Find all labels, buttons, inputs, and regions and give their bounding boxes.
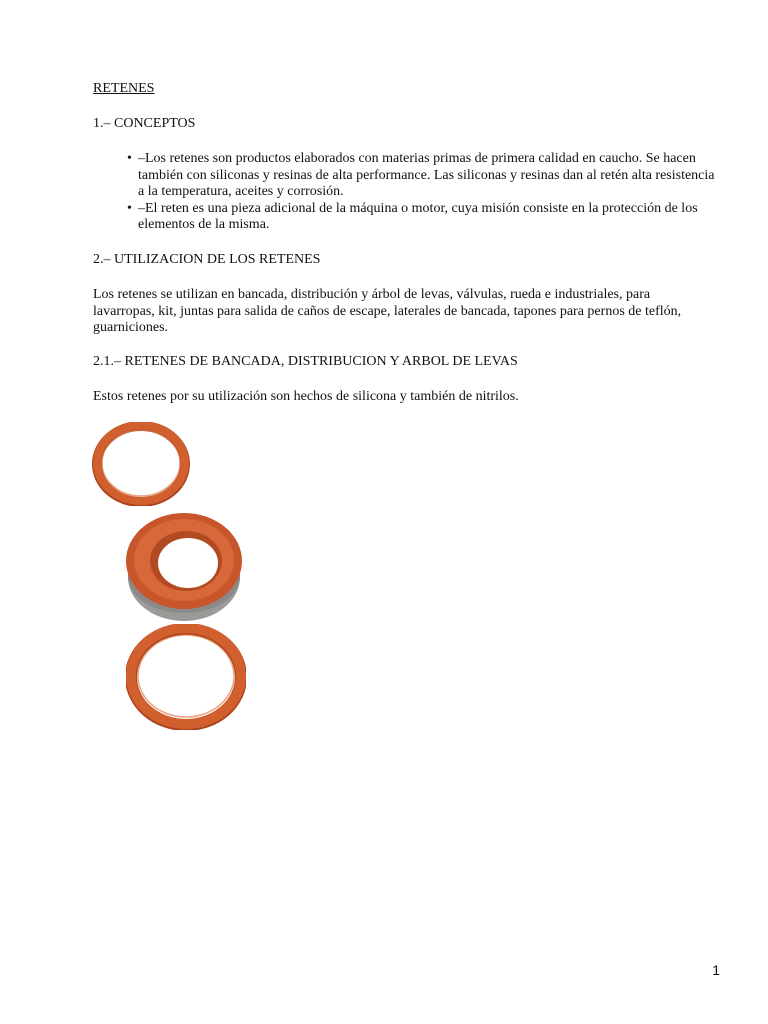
section-2-1-paragraph: Estos retenes por su utilización son hechos de silicona y también de nitrilos. <box>93 389 519 404</box>
section-2-paragraph: Los retenes se utilizan en bancada, distribución y árbol de levas, válvulas, rueda e industriales, para lavarropas, kit, juntas para salida de caños de escape, laterales de bancada, tapones para pernos de teflón, guarniciones. <box>93 287 682 335</box>
section-1-heading: 1.– CONCEPTOS <box>93 116 196 131</box>
section-2-1-heading: 2.1.– RETENES DE BANCADA, DISTRIBUCION Y ARBOL DE LEVAS <box>93 354 518 369</box>
document-title: RETENES <box>93 81 155 96</box>
oil-seal-image-1 <box>92 422 190 506</box>
oil-seal-image-2 <box>118 505 246 625</box>
concepts-bullet-1: • –Los retenes son productos elaborados con materias primas de primera calidad en caucho. Se hacen también con siliconas y resinas de alta performance. Las siliconas y resinas dan al retén alta resistencia a la temperatura, aceites y corrosión. <box>128 151 718 201</box>
concepts-list <box>128 151 718 234</box>
concepts-bullet-2: • –El reten es una pieza adicional de la máquina o motor, cuya misión consiste en la protección de los elementos de la misma. <box>128 201 718 234</box>
page-number: 1 <box>712 962 720 978</box>
section-2-heading: 2.– UTILIZACION DE LOS RETENES <box>93 252 321 267</box>
oil-seal-image-3 <box>126 624 246 730</box>
